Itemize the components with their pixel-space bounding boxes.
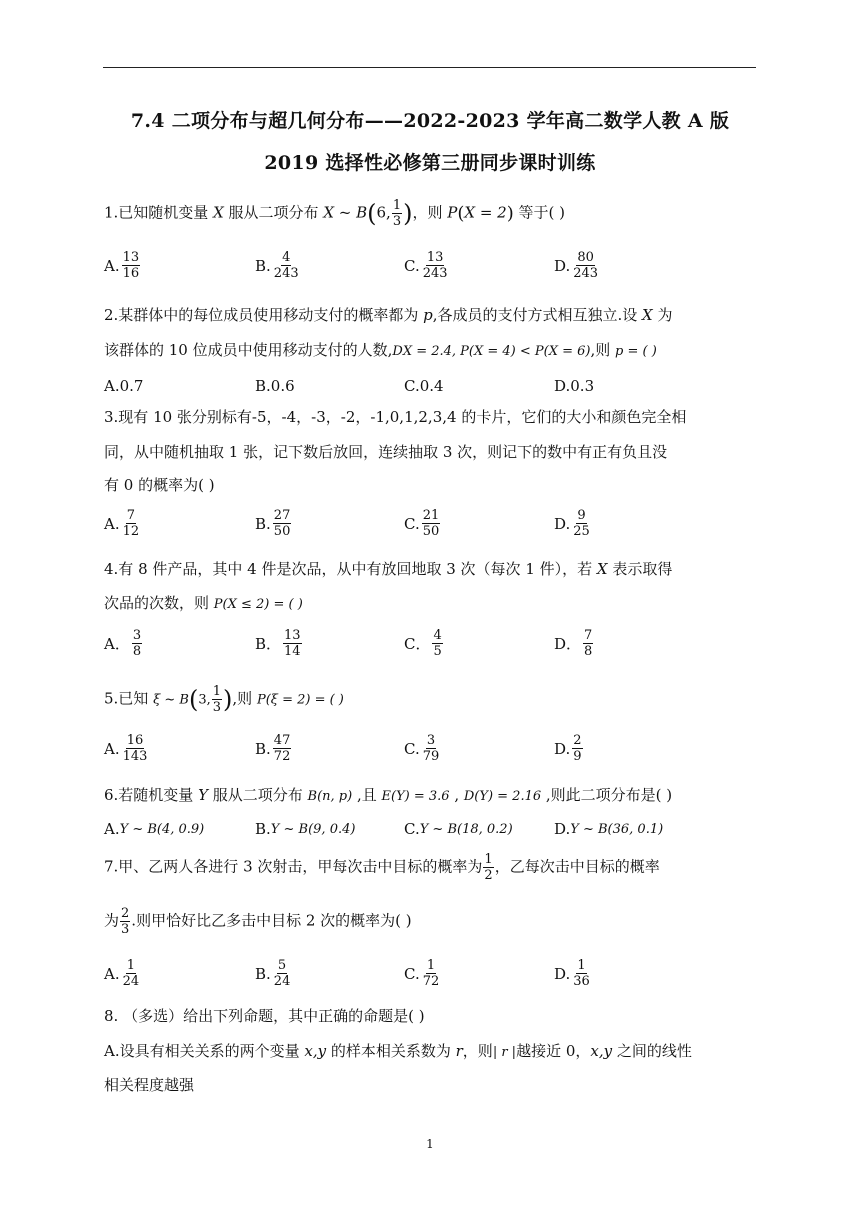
q2-option-a[interactable]: A.0.7 bbox=[104, 377, 144, 395]
question-3-line-1: 3.现有 10 张分别标有-5，-4，-3，-2，-1,0,1,2,3,4 的卡片，它们的大小和颜色完全相 bbox=[104, 408, 687, 426]
q1-paren-close: ) bbox=[403, 199, 413, 228]
question-5: 5.已知 ξ ~ B(3, $\frac{1}{3}$ ),则 P(ξ = 2) = ( ) bbox=[104, 684, 344, 715]
q7-option-d[interactable]: D. $\frac{1}{36}$ bbox=[554, 958, 590, 989]
q1-option-d[interactable]: D. $\frac{80}{243}$ bbox=[554, 250, 599, 281]
q5-option-c[interactable]: C. $\frac{3}{79}$ bbox=[404, 733, 440, 764]
title-line-1: 7.4 二项分布与超几何分布——2022-2023 学年高二数学人教 A 版 bbox=[130, 110, 730, 132]
q1-paren-open: ( bbox=[367, 199, 377, 228]
question-3-line-2: 同，从中随机抽取 1 张，记下数后放回，连续抽取 3 次，则记下的数中有正有负且没 bbox=[104, 443, 668, 461]
question-8-line-3: 相关程度越强 bbox=[104, 1076, 195, 1094]
q4-option-c[interactable]: C． $\frac{4}{5}$ bbox=[404, 628, 442, 659]
question-6: 6.若随机变量 Y 服从二项分布 B(n, p) ,且 E(Y) = 3.6 , D(Y) = 2.16 ,则此二项分布是( ) bbox=[104, 786, 673, 804]
header-rule bbox=[103, 67, 756, 68]
q6-option-c[interactable]: C. Y ~ B(18, 0.2) bbox=[404, 820, 513, 838]
q2-option-d[interactable]: D.0.3 bbox=[554, 377, 595, 395]
q6-option-a[interactable]: A. Y ~ B(4, 0.9) bbox=[104, 820, 205, 838]
q3-option-b[interactable]: B. $\frac{27}{50}$ bbox=[255, 508, 291, 539]
q3-option-a[interactable]: A. $\frac{7}{12}$ bbox=[104, 508, 140, 539]
q1-text-d: 等于( ) bbox=[513, 203, 565, 222]
q2-option-b[interactable]: B.0.6 bbox=[255, 377, 295, 395]
question-8-line-1: 8. （多选）给出下列命题，其中正确的命题是( ) bbox=[104, 1007, 425, 1025]
q4-option-d[interactable]: D． $\frac{7}{8}$ bbox=[554, 628, 593, 659]
question-4-line-2: 次品的次数，则 P(X ≤ 2) = ( ) bbox=[104, 594, 303, 612]
q5-option-d[interactable]: D. $\frac{2}{9}$ bbox=[554, 733, 582, 764]
question-2-line-2: 该群体的 10 位成员中使用移动支付的人数,DX = 2.4, P(X = 4) < P(X = 6),则 p = ( ) bbox=[104, 341, 657, 359]
q6-option-d[interactable]: D. Y ~ B(36, 0.1) bbox=[554, 820, 664, 838]
q1-var: X bbox=[213, 203, 224, 222]
question-3-line-3: 有 0 的概率为( ) bbox=[104, 476, 215, 494]
q7-option-c[interactable]: C. $\frac{1}{72}$ bbox=[404, 958, 440, 989]
q1-dist: X ~ B bbox=[323, 203, 368, 222]
q7-option-b[interactable]: B. $\frac{5}{24}$ bbox=[255, 958, 291, 989]
q1-P: P bbox=[447, 203, 458, 222]
q5-option-a[interactable]: A. $\frac{16}{143}$ bbox=[104, 733, 148, 764]
q4-option-a[interactable]: A． $\frac{3}{8}$ bbox=[104, 628, 142, 659]
q1-option-b[interactable]: B. $\frac{4}{243}$ bbox=[255, 250, 299, 281]
q3-option-d[interactable]: D. $\frac{9}{25}$ bbox=[554, 508, 590, 539]
page-number: 1 bbox=[426, 1137, 434, 1151]
question-8-line-2: A.设具有相关关系的两个变量 x,y 的样本相关系数为 r，则| r |越接近 0，x,y 之间的线性 bbox=[104, 1042, 692, 1060]
q7-option-a[interactable]: A. $\frac{1}{24}$ bbox=[104, 958, 140, 989]
q4-option-b[interactable]: B． $\frac{13}{14}$ bbox=[255, 628, 301, 659]
q1-n: 6, bbox=[376, 203, 391, 222]
q1-text-c: ，则 bbox=[412, 203, 448, 222]
q6-option-b[interactable]: B. Y ~ B(9, 0.4) bbox=[255, 820, 356, 838]
q1-option-a[interactable]: A. $\frac{13}{16}$ bbox=[104, 250, 140, 281]
q1-fraction: $\frac{1}{3}$ bbox=[392, 198, 402, 229]
q1-option-c[interactable]: C. $\frac{13}{243}$ bbox=[404, 250, 448, 281]
q1-eq: X = 2 bbox=[464, 203, 507, 222]
question-4-line-1: 4.有 8 件产品，其中 4 件是次品，从中有放回地取 3 次（每次 1 件），若 X 表示取得 bbox=[104, 560, 673, 578]
q3-option-c[interactable]: C. $\frac{21}{50}$ bbox=[404, 508, 440, 539]
title-line-2: 2019 选择性必修第三册同步课时训练 bbox=[264, 152, 596, 174]
q5-option-b[interactable]: B. $\frac{47}{72}$ bbox=[255, 733, 291, 764]
q1-text-b: 服从二项分布 bbox=[223, 203, 324, 222]
question-7-line-1: 7.甲、乙两人各进行 3 次射击，甲每次击中目标的概率为 $\frac{1}{2}$ ，乙每次击中目标的概率 bbox=[104, 852, 660, 883]
q1-text-a: 1.已知随机变量 bbox=[104, 203, 214, 222]
question-7-line-2: 为 $\frac{2}{3}$ .则甲恰好比乙多击中目标 2 次的概率为( ) bbox=[104, 906, 412, 937]
q2-option-c[interactable]: C.0.4 bbox=[404, 377, 444, 395]
question-1: 1.已知随机变量 X 服从二项分布 X ~ B(6, $\frac{1}{3}$ )，则 P(X = 2) 等于( ) bbox=[104, 198, 565, 229]
question-2-line-1: 2.某群体中的每位成员使用移动支付的概率都为 p,各成员的支付方式相互独立.设 X 为 bbox=[104, 306, 673, 324]
